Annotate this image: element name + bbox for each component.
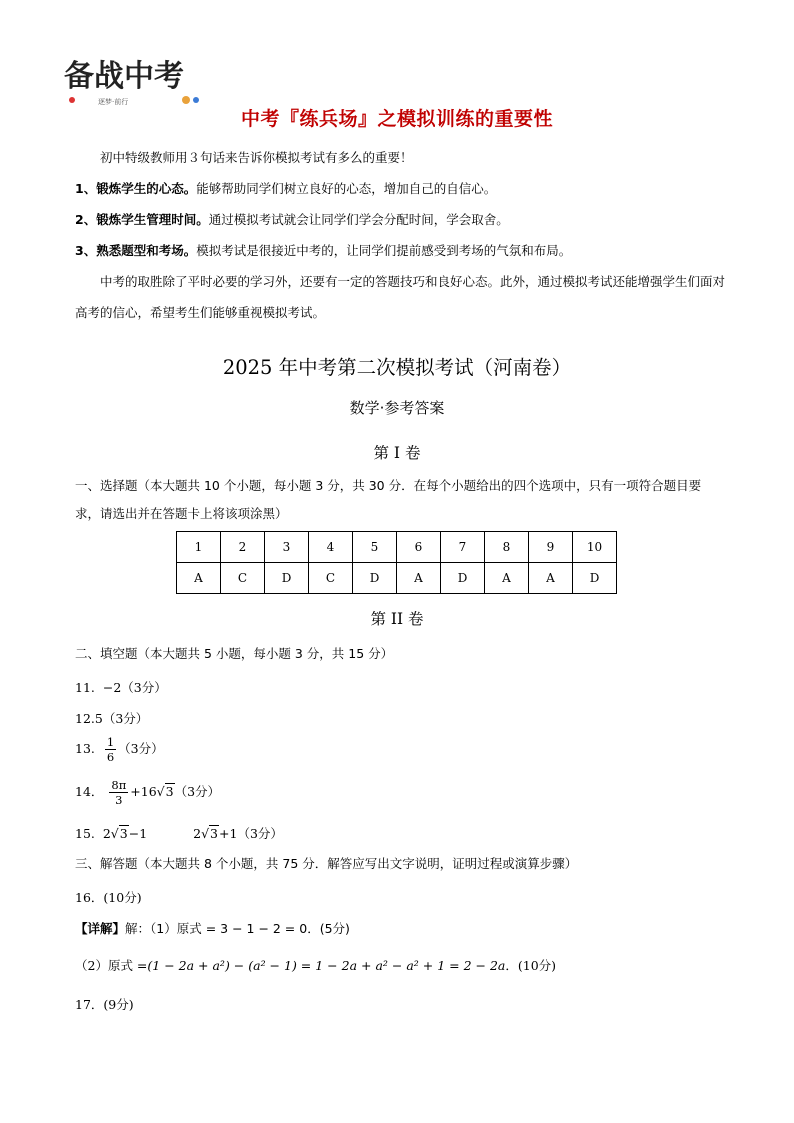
answer-15: 15. 2√3−1 2√3+1（3分） — [75, 826, 283, 841]
table-cell: A — [529, 563, 573, 594]
headline: 中考『练兵场』之模拟训练的重要性 — [240, 108, 553, 130]
volume-1-heading: 第 I 卷 — [373, 444, 421, 462]
q17-label: 17．(9分) — [75, 997, 134, 1012]
table-cell: 10 — [573, 532, 617, 563]
answer-13: 13. $\frac{1}{6}$ （3分） — [75, 735, 164, 764]
answer-table — [176, 531, 617, 594]
table-cell: D — [353, 563, 397, 594]
table-cell: 7 — [441, 532, 485, 563]
q16-part1: 【详解】解：（1）原式 = 3 − 1 − 2 = 0．(5分) — [75, 921, 350, 936]
brand-logo — [58, 48, 208, 110]
table-cell: 3 — [265, 532, 309, 563]
intro-item-1: 1、锻炼学生的心态。能够帮助同学们树立良好的心态，增加自己的自信心。 — [75, 181, 497, 196]
intro-item-2: 2、锻炼学生管理时间。通过模拟考试就会让同学们学会分配时间，学会取舍。 — [75, 212, 509, 227]
svg-text:逐梦·前行: 逐梦·前行 — [98, 98, 129, 106]
answer-choices-row — [177, 563, 617, 594]
table-cell: 4 — [309, 532, 353, 563]
section-1-heading: 一、选择题（本大题共 10 个小题，每小题 3 分，共 30 分．在每个小题给出的四个选项中，只有一项符合题目要求，请选出并在答题卡上将该项涂黑） — [75, 478, 702, 521]
intro-lead: 初中特级教师用３句话来告诉你模拟考试有多么的重要！ — [100, 150, 413, 165]
exam-title: 2025 年中考第二次模拟考试（河南卷） — [222, 356, 572, 379]
table-cell: A — [397, 563, 441, 594]
answer-14: 14． $\frac{8\pi}{3}$ +16√3（3分） — [75, 778, 221, 807]
q16-label: 16．(10分) — [75, 890, 142, 905]
table-cell: A — [485, 563, 529, 594]
table-cell: 9 — [529, 532, 573, 563]
table-cell: 8 — [485, 532, 529, 563]
fraction: $\frac{1}{6}$ — [106, 735, 115, 764]
volume-2-heading: 第 II 卷 — [370, 610, 424, 628]
svg-text:备战中考: 备战中考 — [64, 59, 184, 94]
section-3-heading: 三、解答题（本大题共 8 个小题，共 75 分．解答应写出文字说明，证明过程或演算步骤） — [75, 856, 578, 871]
intro-closing: 中考的取胜除了平时必要的学习外，还要有一定的答题技巧和良好心态。此外，通过模拟考试还能增强学生们面对高考的信心，希望考生们能够重视模拟考试。 — [75, 274, 726, 320]
table-cell: C — [221, 563, 265, 594]
intro-block — [75, 142, 725, 328]
answer-12: 12.5（3分） — [75, 711, 149, 726]
answer-11: 11. −2（3分） — [75, 680, 167, 695]
table-cell: 2 — [221, 532, 265, 563]
table-cell: 6 — [397, 532, 441, 563]
table-cell: D — [573, 563, 617, 594]
table-cell: D — [265, 563, 309, 594]
section-2-heading: 二、填空题（本大题共 5 小题，每小题 3 分，共 15 分） — [75, 646, 394, 661]
table-cell: 5 — [353, 532, 397, 563]
exam-subtitle: 数学·参考答案 — [349, 399, 445, 417]
answer-numbers-row — [177, 532, 617, 563]
intro-item-3: 3、熟悉题型和考场。模拟考试是很接近中考的，让同学们提前感受到考场的气氛和布局。 — [75, 243, 572, 258]
table-cell: 1 — [177, 532, 221, 563]
fraction: $\frac{8\pi}{3}$ — [111, 778, 127, 807]
table-cell: A — [177, 563, 221, 594]
table-cell: D — [441, 563, 485, 594]
q16-part2: （2）原式 =(1 − 2a + a²) − (a² − 1) = 1 − 2a + a² − a² + 1 = 2 − 2a．(10分) — [75, 958, 557, 973]
table-cell: C — [309, 563, 353, 594]
